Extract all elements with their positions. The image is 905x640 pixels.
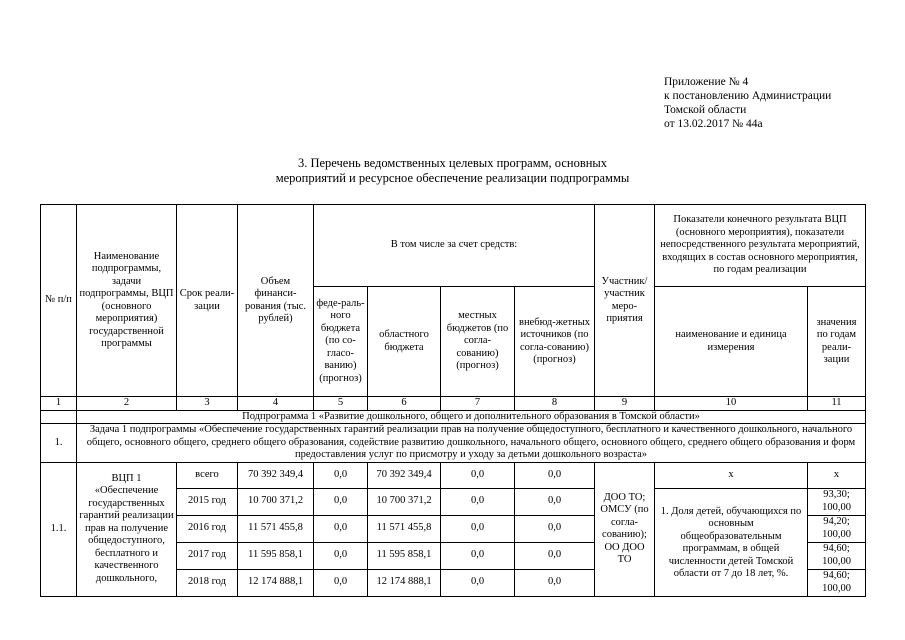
subprogram-row xyxy=(41,410,866,424)
task-number: 1. xyxy=(41,424,77,463)
header-volume: Объем финанси-рования (тыс. рублей) xyxy=(238,205,314,397)
header-num: № п/п xyxy=(41,205,77,397)
col-number: 11 xyxy=(808,397,866,411)
task-row xyxy=(41,424,866,463)
appendix-line-1: Приложение № 4 xyxy=(664,76,749,88)
volume-cell: 12 174 888,1 xyxy=(238,569,314,596)
regional-cell: 10 700 371,2 xyxy=(368,488,441,515)
federal-cell: 0,0 xyxy=(314,462,368,488)
indicator-value: 94,60; 100,00 xyxy=(808,542,866,569)
col-number: 7 xyxy=(441,397,515,411)
indicator-value: 94,20; 100,00 xyxy=(808,515,866,542)
appendix-header xyxy=(664,75,831,131)
regional-cell: 11 571 455,8 xyxy=(368,515,441,542)
title-line-2: мероприятий и ресурсное обеспечение реализации подпрограммы xyxy=(275,170,630,185)
volume-cell: 70 392 349,4 xyxy=(238,462,314,488)
header-federal: феде-раль-ного бюджета (по со-гласо-ванию) (прогноз) xyxy=(314,287,368,397)
appendix-line-3: Томской области xyxy=(664,104,747,116)
term-cell: 2017 год xyxy=(177,542,238,569)
col-number: 3 xyxy=(177,397,238,411)
extra-cell: 0,0 xyxy=(515,515,595,542)
regional-cell: 70 392 349,4 xyxy=(368,462,441,488)
vcp-number: 1.1. xyxy=(41,462,77,596)
header-local: местных бюджетов (по согла-сованию) (прогноз) xyxy=(441,287,515,397)
federal-cell: 0,0 xyxy=(314,542,368,569)
col-number: 1 xyxy=(41,397,77,411)
col-number: 10 xyxy=(655,397,808,411)
subprogram-title: Подпрограмма 1 «Развитие дошкольного, общего и дополнительного образования в Томской области» xyxy=(77,410,866,424)
local-cell: 0,0 xyxy=(441,488,515,515)
document-title xyxy=(40,156,865,185)
extra-cell: 0,0 xyxy=(515,542,595,569)
volume-cell: 11 571 455,8 xyxy=(238,515,314,542)
vcp-row-total xyxy=(41,462,866,488)
federal-cell: 0,0 xyxy=(314,488,368,515)
indicator-description: 1. Доля детей, обучающихся по основным общеобразовательным программам, в общей численности детей Томской области от 7 до 18 лет, %. xyxy=(655,488,808,596)
header-indicators: Показатели конечного результата ВЦП (основного мероприятия), показатели непосредственного результата мероприятий, входящих в состав основного мероприятия, по годам реализации xyxy=(655,205,866,287)
appendix-line-2: к постановлению Администрации xyxy=(664,90,832,102)
local-cell: 0,0 xyxy=(441,515,515,542)
indicator-value: 93,30; 100,00 xyxy=(808,488,866,515)
regional-cell: 11 595 858,1 xyxy=(368,542,441,569)
vcp-name: ВЦП 1 «Обеспечение государственных гарантий реализации прав на получение общедоступного, бесплатного и качественного дошкольного, xyxy=(77,462,177,596)
header-indicator-name: наименование и единица измерения xyxy=(655,287,808,397)
term-cell: 2018 год xyxy=(177,569,238,596)
federal-cell: 0,0 xyxy=(314,569,368,596)
header-regional: областного бюджета xyxy=(368,287,441,397)
extra-cell: 0,0 xyxy=(515,569,595,596)
federal-cell: 0,0 xyxy=(314,515,368,542)
volume-cell: 11 595 858,1 xyxy=(238,542,314,569)
program-table xyxy=(40,204,866,597)
task-text: Задача 1 подпрограммы «Обеспечение государственных гарантий реализации прав на получение общедоступного, бесплатного и качественного дошкольного, начального общего, основного общего, среднего общего образования, содействие развитию дошкольного, начального общего, основного общего, среднего общего образования и форм предоставления услуг по присмотру и уходу за детьми дошкольного возраста» xyxy=(77,424,866,463)
extra-cell: 0,0 xyxy=(515,462,595,488)
vcp-participant: ДОО ТО; ОМСУ (по согла-сованию); ОО ДОО ТО xyxy=(595,462,655,596)
col-number: 9 xyxy=(595,397,655,411)
local-cell: 0,0 xyxy=(441,462,515,488)
indicator-name-total: x xyxy=(655,462,808,488)
header-indicator-values: значения по годам реали-зации xyxy=(808,287,866,397)
col-number: 2 xyxy=(77,397,177,411)
extra-cell: 0,0 xyxy=(515,488,595,515)
col-number: 5 xyxy=(314,397,368,411)
term-cell: 2015 год xyxy=(177,488,238,515)
header-row-1 xyxy=(41,205,866,287)
local-cell: 0,0 xyxy=(441,569,515,596)
regional-cell: 12 174 888,1 xyxy=(368,569,441,596)
indicator-value: 94,60; 100,00 xyxy=(808,569,866,596)
term-cell: всего xyxy=(177,462,238,488)
local-cell: 0,0 xyxy=(441,542,515,569)
header-term: Срок реали-зации xyxy=(177,205,238,397)
col-number: 6 xyxy=(368,397,441,411)
column-numbers-row xyxy=(41,397,866,411)
header-name: Наименование подпрограммы, задачи подпрограммы, ВЦП (основного мероприятия) государственной программы xyxy=(77,205,177,397)
header-including: В том числе за счет средств: xyxy=(314,205,595,287)
col-number: 4 xyxy=(238,397,314,411)
indicator-value-total: x xyxy=(808,462,866,488)
col-number: 8 xyxy=(515,397,595,411)
appendix-line-4: от 13.02.2017 № 44а xyxy=(664,118,763,130)
term-cell: 2016 год xyxy=(177,515,238,542)
header-extra: внебюд-жетных источников (по согла-сованию) (прогноз) xyxy=(515,287,595,397)
volume-cell: 10 700 371,2 xyxy=(238,488,314,515)
title-line-1: 3. Перечень ведомственных целевых программ, основных xyxy=(297,156,608,170)
header-participant: Участник/ участник меро-приятия xyxy=(595,205,655,397)
